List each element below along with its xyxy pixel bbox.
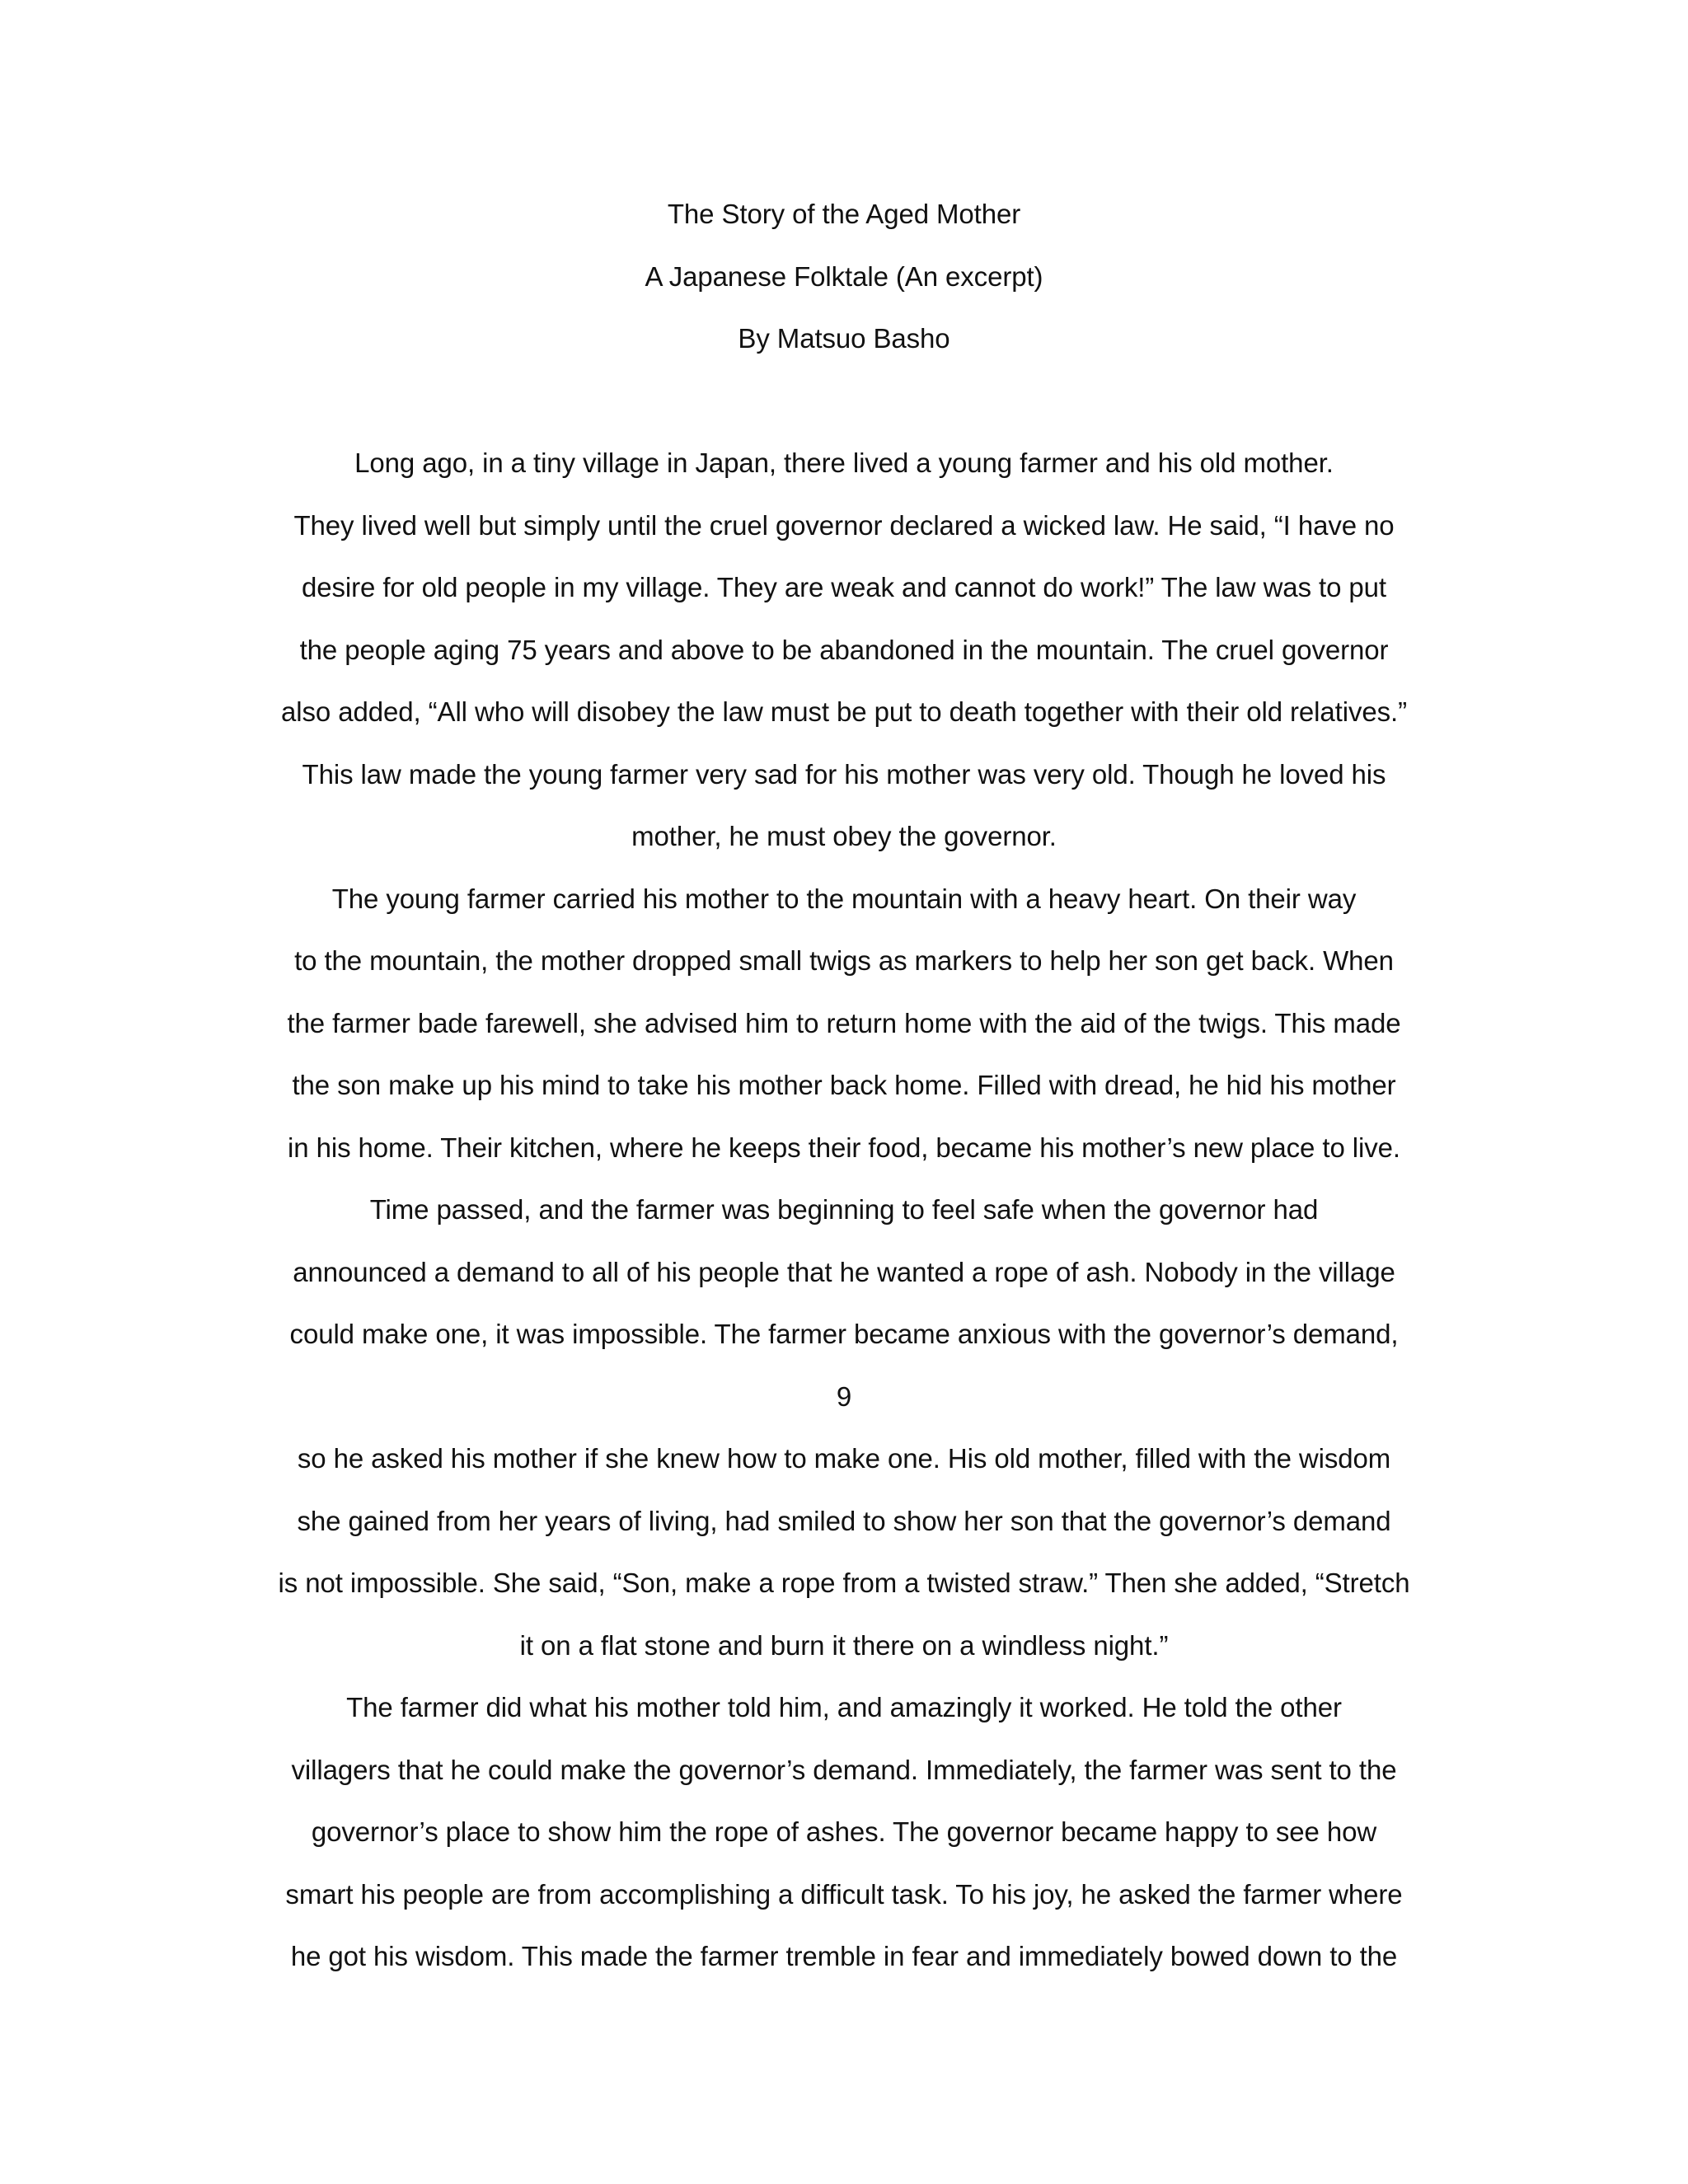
text-line: governor’s place to show him the rope of ashes. The governor became happy to see how: [311, 1816, 1377, 1847]
text-line: he got his wisdom. This made the farmer tremble in fear and immediately bowed down to the: [290, 1941, 1398, 1971]
text-line: it on a flat stone and burn it there on a windless night.”: [519, 1629, 1169, 1661]
page-number: 9: [836, 1380, 852, 1412]
text-line: in his home. Their kitchen, where he keeps their food, became his mother’s new place to live.: [288, 1132, 1400, 1163]
text-line: Long ago, in a tiny village in Japan, there lived a young farmer and his old mother.: [354, 448, 1334, 478]
text-line: desire for old people in my village. They are weak and cannot do work!” The law was to put: [302, 572, 1386, 602]
text-line: could make one, it was impossible. The farmer became anxious with the governor’s demand,: [289, 1319, 1399, 1349]
text-line: the farmer bade farewell, she advised him to return home with the aid of the twigs. This made: [287, 1007, 1401, 1038]
text-line: Time passed, and the farmer was beginning to feel safe when the governor had: [369, 1194, 1319, 1225]
text-line: is not impossible. She said, “Son, make a rope from a twisted straw.” Then she added, “Stretch: [278, 1568, 1410, 1598]
story-author: By Matsuo Basho: [738, 323, 950, 354]
text-line: villagers that he could make the governor’s demand. Immediately, the farmer was sent to the: [291, 1754, 1397, 1785]
text-line: the people aging 75 years and above to be abandoned in the mountain. The cruel governor: [299, 634, 1389, 665]
story-subtitle: A Japanese Folktale (An excerpt): [645, 260, 1043, 292]
text-line: smart his people are from accomplishing a difficult task. To his joy, he asked the farmer where: [285, 1878, 1403, 1910]
text-line: announced a demand to all of his people that he wanted a rope of ash. Nobody in the village: [293, 1256, 1395, 1287]
text-line: The farmer did what his mother told him, and amazingly it worked. He told the other: [346, 1692, 1342, 1722]
text-line: mother, he must obey the governor.: [631, 821, 1057, 851]
text-line: so he asked his mother if she knew how to make one. His old mother, filled with the wisdom: [297, 1443, 1391, 1474]
text-line: to the mountain, the mother dropped small twigs as markers to help her son get back. When: [294, 945, 1394, 976]
text-line: also added, “All who will disobey the law must be put to death together with their old relatives.”: [281, 696, 1407, 727]
story-title: The Story of the Aged Mother: [667, 199, 1021, 229]
text-line: They lived well but simply until the cruel governor declared a wicked law. He said, “I have no: [293, 509, 1395, 541]
document-header: [0, 183, 1688, 370]
story-body: [0, 432, 1688, 1988]
text-line: This law made the young farmer very sad for his mother was very old. Though he loved his: [302, 758, 1386, 790]
text-line: the son make up his mind to take his mother back home. Filled with dread, he hid his mother: [292, 1070, 1396, 1100]
text-line: The young farmer carried his mother to the mountain with a heavy heart. On their way: [331, 883, 1357, 914]
text-line: she gained from her years of living, had smiled to show her son that the governor’s demand: [297, 1505, 1391, 1536]
